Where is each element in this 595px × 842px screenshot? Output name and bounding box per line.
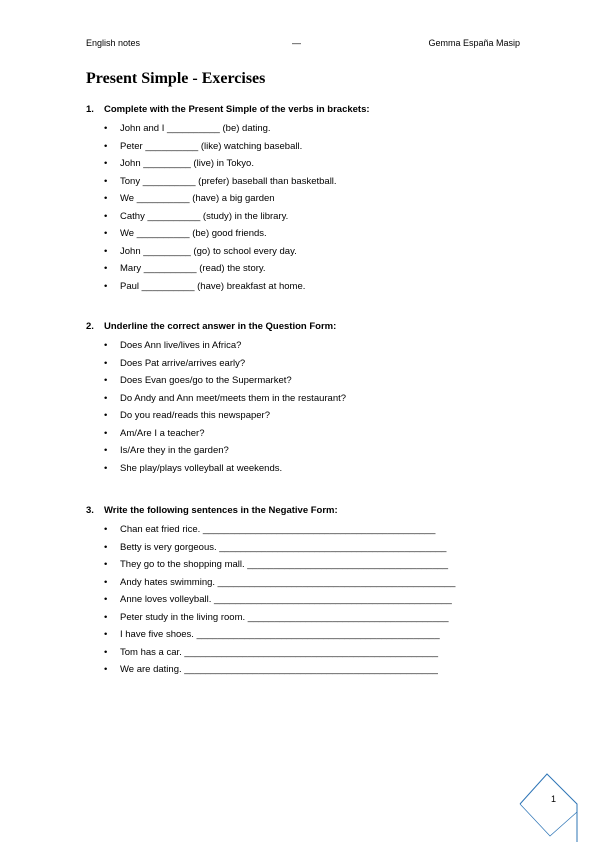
item-text: Does Evan <box>120 375 170 386</box>
exercise-1-title <box>86 103 526 117</box>
exercise-3-number: 3. <box>86 505 94 516</box>
item-text-end: ) in Tokyo. <box>210 158 254 169</box>
item-text-end: volleyball at weekends. <box>181 462 283 474</box>
bullet-icon: • <box>104 559 108 570</box>
item-verb: read <box>202 263 222 274</box>
item-text-end: ) to school every day. <box>207 245 297 257</box>
exercise-1-item <box>86 260 526 278</box>
exercise-1-item <box>86 225 526 243</box>
item-text: Paul __________ ( <box>120 280 201 292</box>
item-text-end: ) breakfast at home. <box>220 280 306 292</box>
item-text-end: ) in the library. <box>228 210 289 222</box>
exercise-1-item <box>86 173 526 191</box>
item-text-end: they in the garden? <box>144 445 229 456</box>
exercise-2-number: 2. <box>86 321 94 332</box>
header-right: Gemma España Masip <box>428 38 520 48</box>
item-verb: like <box>203 140 219 152</box>
exercise-1-item <box>86 155 526 173</box>
bullet-icon: • <box>104 140 108 152</box>
bullet-icon: • <box>104 340 108 351</box>
item-text-end: early? <box>216 357 246 369</box>
bullet-icon: • <box>104 280 108 292</box>
exercise-2-item <box>86 337 526 355</box>
bullet-icon: • <box>104 410 108 421</box>
exercise-3-item <box>86 626 526 644</box>
header-center: — <box>292 38 301 48</box>
bullet-icon: • <box>104 193 108 204</box>
exercise-3-item <box>86 521 526 539</box>
item-verb: Is/Are <box>120 445 145 456</box>
item-text: Peter __________ ( <box>120 140 204 152</box>
item-verb: read/reads <box>152 410 199 421</box>
item-text-end: ) a big garden <box>215 193 275 204</box>
item-text: They go to the shopping mall. ______________________________________ <box>120 559 449 570</box>
exercise-2-item <box>86 355 526 373</box>
bullet-icon: • <box>104 462 108 474</box>
item-text-end: ) baseball than basketball. <box>226 175 337 187</box>
exercise-2-item <box>86 407 526 425</box>
item-text-end: this newspaper? <box>198 410 270 421</box>
exercise-3-item <box>86 644 526 662</box>
bullet-icon: • <box>104 524 108 535</box>
header-left: English notes <box>86 38 141 48</box>
item-text: We __________ ( <box>120 193 196 204</box>
item-text-end: to the Supermarket? <box>202 375 292 386</box>
exercise-3 <box>86 504 526 679</box>
item-text: She <box>120 462 140 474</box>
bullet-icon: • <box>104 594 108 605</box>
exercise-1-list <box>86 120 526 295</box>
item-text: John _________ ( <box>120 245 197 257</box>
item-text: Anne loves volleyball. _____________________________________________ <box>120 594 452 605</box>
item-text-end: ) dating. <box>236 123 271 134</box>
bullet-icon: • <box>104 375 108 386</box>
item-text-end: ) watching baseball. <box>218 140 303 152</box>
bullet-icon: • <box>104 629 108 640</box>
exercise-3-item <box>86 609 526 627</box>
exercise-3-item <box>86 539 526 557</box>
item-verb: goes/go <box>169 375 203 386</box>
bullet-icon: • <box>104 664 108 675</box>
item-verb: be <box>225 123 237 134</box>
exercise-1-number: 1. <box>86 104 94 115</box>
item-verb: have <box>200 280 221 292</box>
item-text: Do Andy and Ann <box>120 392 197 404</box>
item-text: Cathy __________ ( <box>120 210 207 222</box>
item-text: Andy hates swimming. _____________________________________________ <box>120 576 456 588</box>
bullet-icon: • <box>104 611 108 623</box>
exercise-1-item <box>86 190 526 208</box>
exercise-3-item <box>86 556 526 574</box>
item-text: John _________ ( <box>120 158 197 169</box>
exercise-3-instruction: Write the following sentences in the Negative Form: <box>104 505 338 516</box>
bullet-icon: • <box>104 576 108 588</box>
item-text-end: in Africa? <box>199 340 242 351</box>
item-text: John and I __________ ( <box>120 123 226 134</box>
item-text: Do you <box>120 410 153 421</box>
page-corner-decoration <box>495 752 595 842</box>
bullet-icon: • <box>104 427 108 439</box>
item-verb: be <box>195 228 206 239</box>
exercise-2 <box>86 320 526 477</box>
bullet-icon: • <box>104 541 108 553</box>
item-verb: arrive/arrives <box>161 357 217 369</box>
item-text: I have five shoes. ______________________________________________ <box>120 629 440 640</box>
bullet-icon: • <box>104 210 108 222</box>
exercise-2-item <box>86 390 526 408</box>
item-text: Mary __________ ( <box>120 263 203 274</box>
bullet-icon: • <box>104 228 108 239</box>
exercise-1-item <box>86 243 526 261</box>
exercise-3-item <box>86 591 526 609</box>
item-text: Does Pat <box>120 357 162 369</box>
item-verb: prefer <box>201 175 227 187</box>
item-text: Does Ann <box>120 340 164 351</box>
exercise-2-item <box>86 460 526 478</box>
exercise-2-item <box>86 372 526 390</box>
bullet-icon: • <box>104 646 108 658</box>
bullet-icon: • <box>104 357 108 369</box>
bullet-icon: • <box>104 158 108 169</box>
item-verb: live/lives <box>163 340 200 351</box>
exercise-2-instruction: Underline the correct answer in the Question Form: <box>104 321 337 332</box>
exercise-1-item <box>86 138 526 156</box>
item-text: We are dating. ________________________________________________ <box>120 664 438 675</box>
item-text: Tom has a car. ________________________________________________ <box>120 646 439 658</box>
page-corner-outline <box>520 774 577 842</box>
bullet-icon: • <box>104 123 108 134</box>
item-text: We __________ ( <box>120 228 196 239</box>
item-text: Tony __________ ( <box>120 175 202 187</box>
item-verb: play/plays <box>139 462 182 474</box>
item-verb: go <box>196 245 208 257</box>
item-verb: meet/meets <box>196 392 246 404</box>
item-text-end: ) the story. <box>221 263 266 274</box>
item-text-end: them in the restaurant? <box>245 392 347 404</box>
page-corner-fold <box>520 804 577 836</box>
exercise-2-item <box>86 442 526 460</box>
exercise-3-item <box>86 574 526 592</box>
bullet-icon: • <box>104 175 108 187</box>
exercise-2-item <box>86 425 526 443</box>
item-text-end: I a teacher? <box>151 427 205 439</box>
exercise-1-item <box>86 120 526 138</box>
item-text-end: ) good friends. <box>205 228 267 239</box>
exercise-1-item <box>86 208 526 226</box>
exercise-2-list <box>86 337 526 477</box>
exercise-3-title <box>86 504 526 518</box>
page-title: Present Simple - Exercises <box>86 70 266 87</box>
page-number: 1 <box>551 794 557 804</box>
exercise-2-title <box>86 320 526 334</box>
exercise-1 <box>86 103 526 295</box>
item-verb: study <box>206 210 229 222</box>
item-verb: live <box>196 158 211 169</box>
item-verb: Am/Are <box>120 427 152 439</box>
exercise-1-item <box>86 278 526 296</box>
exercise-3-item <box>86 661 526 679</box>
item-text: Chan eat fried rice. ____________________________________________ <box>120 524 436 535</box>
item-text: Peter study in the living room. ______________________________________ <box>120 611 449 623</box>
page-header <box>86 38 520 50</box>
exercise-1-instruction: Complete with the Present Simple of the verbs in brackets: <box>104 104 370 115</box>
bullet-icon: • <box>104 263 108 274</box>
item-verb: have <box>195 193 216 204</box>
bullet-icon: • <box>104 445 108 456</box>
item-text: Betty is very gorgeous. ___________________________________________ <box>120 541 447 553</box>
bullet-icon: • <box>104 392 108 404</box>
exercise-3-list <box>86 521 526 679</box>
bullet-icon: • <box>104 245 108 257</box>
